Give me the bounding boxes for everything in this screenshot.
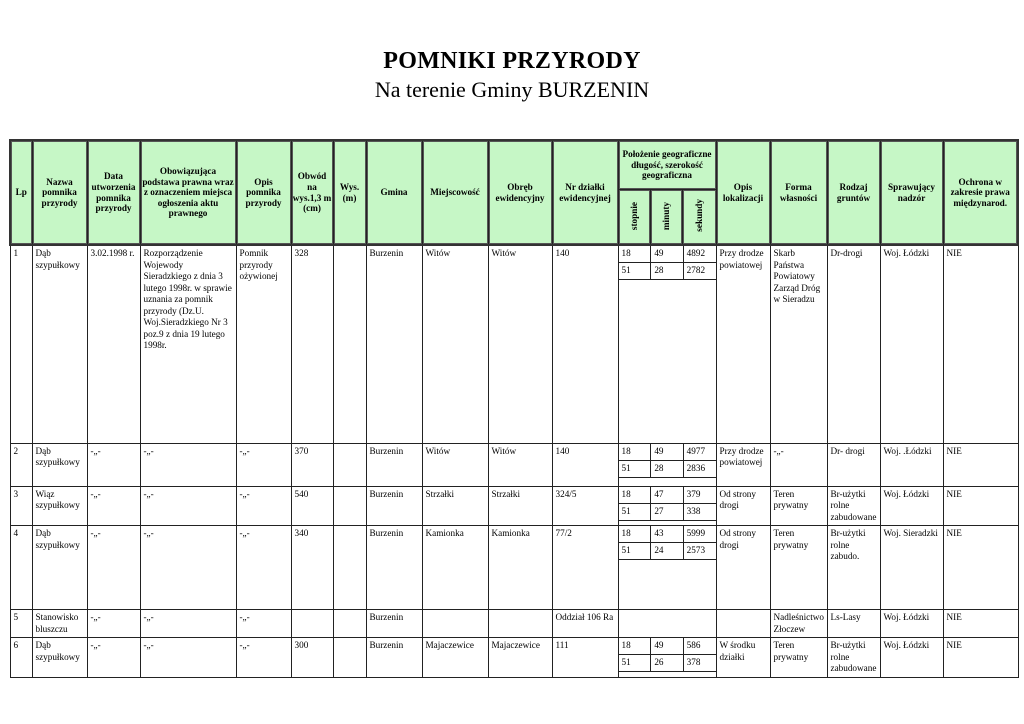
header-nazwa: Nazwa pomnika przyrody	[32, 140, 87, 245]
cell-rodzaj: Br-użytki rolne zabudowane	[827, 638, 880, 678]
header-podstawa: Obowiązująca podstawa prawna wraz z oznaczeniem miejsca ogłoszenia aktu prawnego	[140, 140, 236, 245]
cell-opis: -„-	[236, 610, 291, 638]
table-row	[10, 526, 1018, 610]
cell-miejscowosc: Kamionka	[422, 526, 488, 610]
cell-ochrona: NIE	[943, 526, 1018, 610]
cell-nazwa: Stanowisko bluszczu	[32, 610, 87, 638]
cell-lp: 2	[10, 443, 32, 486]
cell-data: -„-	[87, 486, 140, 526]
table-row	[10, 486, 1018, 526]
cell-opis: -„-	[236, 443, 291, 486]
header-sekundy: sekundy	[682, 190, 716, 246]
geo-sekundy: 378	[683, 655, 715, 672]
cell-nazwa: Wiąz szypułkowy	[32, 486, 87, 526]
cell-obreb: Strzałki	[488, 486, 552, 526]
geo-minuty: 28	[651, 460, 683, 477]
cell-data: -„-	[87, 526, 140, 610]
cell-lp: 3	[10, 486, 32, 526]
cell-geo	[618, 638, 716, 678]
cell-gmina: Burzenin	[366, 610, 422, 638]
cell-obwod: 340	[291, 526, 333, 610]
cell-lp: 4	[10, 526, 32, 610]
table-header	[10, 140, 1018, 245]
cell-lp: 5	[10, 610, 32, 638]
cell-opis: Pomnik przyrody ożywionej	[236, 245, 291, 443]
cell-forma: Teren prywatny	[770, 638, 827, 678]
geo-stopnie: 18	[619, 246, 651, 263]
geo-stopnie: 18	[619, 638, 651, 655]
geo-row	[619, 526, 716, 543]
cell-obwod: 540	[291, 486, 333, 526]
header-obwod: Obwód na wys.1,3 m (cm)	[291, 140, 333, 245]
geo-row	[619, 503, 716, 520]
geo-row	[619, 543, 716, 560]
cell-nazwa: Dąb szypułkowy	[32, 638, 87, 678]
cell-nazwa: Dąb szypułkowy	[32, 245, 87, 443]
geo-sekundy: 5999	[683, 526, 715, 543]
cell-miejscowosc: Majaczewice	[422, 638, 488, 678]
cell-dzialka: 140	[552, 245, 618, 443]
header-gmina: Gmina	[366, 140, 422, 245]
cell-gmina: Burzenin	[366, 526, 422, 610]
cell-obreb: Majaczewice	[488, 638, 552, 678]
cell-geo	[618, 245, 716, 443]
cell-nadzor: Woj. Łódzki	[880, 610, 943, 638]
cell-obwod: 300	[291, 638, 333, 678]
cell-gmina: Burzenin	[366, 443, 422, 486]
page-subtitle: Na terenie Gminy BURZENIN	[374, 77, 650, 102]
header-forma: Forma własności	[770, 140, 827, 245]
cell-data: -„-	[87, 638, 140, 678]
geo-stopnie: 18	[619, 487, 651, 504]
cell-dzialka: 111	[552, 638, 618, 678]
geo-minuty: 26	[651, 655, 683, 672]
cell-forma: -„-	[770, 443, 827, 486]
cell-data: -„-	[87, 610, 140, 638]
table-row	[10, 638, 1018, 678]
cell-data: 3.02.1998 r.	[87, 245, 140, 443]
cell-opis: -„-	[236, 638, 291, 678]
cell-rodzaj: Dr- drogi	[827, 443, 880, 486]
cell-dzialka: 77/2	[552, 526, 618, 610]
cell-nazwa: Dąb szypułkowy	[32, 526, 87, 610]
table-row	[10, 245, 1018, 443]
cell-obreb: Kamionka	[488, 526, 552, 610]
cell-rodzaj: Br-użytki rolne zabudowane	[827, 486, 880, 526]
geo-minuty: 49	[651, 444, 683, 461]
geo-sekundy: 379	[683, 487, 715, 504]
cell-geo	[618, 443, 716, 486]
cell-lokalizacja	[716, 610, 770, 638]
cell-rodzaj: Br-użytki rolne zabudo.	[827, 526, 880, 610]
cell-gmina: Burzenin	[366, 486, 422, 526]
cell-wys	[333, 526, 366, 610]
cell-data: -„-	[87, 443, 140, 486]
cell-ochrona: NIE	[943, 486, 1018, 526]
geo-stopnie: 18	[619, 444, 651, 461]
cell-podstawa: -„-	[140, 610, 236, 638]
cell-ochrona: NIE	[943, 610, 1018, 638]
geo-subtable	[619, 487, 716, 521]
cell-miejscowosc	[422, 610, 488, 638]
geo-row	[619, 638, 716, 655]
cell-podstawa: -„-	[140, 486, 236, 526]
geo-row	[619, 655, 716, 672]
cell-podstawa: -„-	[140, 443, 236, 486]
cell-nazwa: Dąb szypułkowy	[32, 443, 87, 486]
cell-wys	[333, 245, 366, 443]
cell-nadzor: Woj. .Łódzki	[880, 443, 943, 486]
geo-subtable	[619, 526, 716, 560]
cell-nadzor: Woj. Sieradzki	[880, 526, 943, 610]
cell-wys	[333, 610, 366, 638]
geo-stopnie: 51	[619, 503, 651, 520]
geo-row	[619, 246, 716, 263]
header-lp: Lp	[10, 140, 32, 245]
table-row	[10, 610, 1018, 638]
cell-opis: -„-	[236, 486, 291, 526]
cell-opis: -„-	[236, 526, 291, 610]
cell-forma: Skarb Państwa Powiatowy Zarząd Dróg w Sieradzu	[770, 245, 827, 443]
cell-lokalizacja: W środku działki	[716, 638, 770, 678]
cell-gmina: Burzenin	[366, 245, 422, 443]
cell-podstawa: -„-	[140, 638, 236, 678]
cell-obwod: 370	[291, 443, 333, 486]
table-body	[10, 245, 1018, 678]
cell-rodzaj: Ls-Lasy	[827, 610, 880, 638]
cell-lokalizacja: Od strony drogi	[716, 486, 770, 526]
cell-miejscowosc: Witów	[422, 443, 488, 486]
cell-miejscowosc: Witów	[422, 245, 488, 443]
geo-minuty: 47	[651, 487, 683, 504]
cell-geo	[618, 526, 716, 610]
cell-lp: 6	[10, 638, 32, 678]
geo-minuty: 49	[651, 246, 683, 263]
cell-lokalizacja: Od strony drogi	[716, 526, 770, 610]
cell-obwod: 328	[291, 245, 333, 443]
geo-sekundy: 586	[683, 638, 715, 655]
header-dzialka: Nr działki ewidencyjnej	[552, 140, 618, 245]
cell-dzialka: 324/5	[552, 486, 618, 526]
cell-nadzor: Woj. Łódzki	[880, 486, 943, 526]
header-lokalizacja: Opis lokalizacji	[716, 140, 770, 245]
cell-ochrona: NIE	[943, 638, 1018, 678]
geo-minuty: 28	[651, 263, 683, 280]
cell-obwod	[291, 610, 333, 638]
cell-nadzor: Woj. Łódzki	[880, 245, 943, 443]
geo-stopnie: 51	[619, 263, 651, 280]
geo-subtable	[619, 444, 716, 478]
header-stopnie: stopnie	[618, 190, 650, 246]
cell-podstawa: Rozporządzenie Wojewody Sieradzkiego z dnia 3 lutego 1998r. w sprawie uznania za pomnik przyrody (Dz.U. Woj.Sieradzkiego Nr 3 poz.9 z dnia 19 lutego 1998r.	[140, 245, 236, 443]
geo-row	[619, 487, 716, 504]
cell-lp: 1	[10, 245, 32, 443]
cell-dzialka: Oddział 106 Ra	[552, 610, 618, 638]
header-obreb: Obręb ewidencyjny	[488, 140, 552, 245]
header-miejscowosc: Miejscowość	[422, 140, 488, 245]
header-minuty: minuty	[650, 190, 682, 246]
cell-geo	[618, 486, 716, 526]
table-row	[10, 443, 1018, 486]
header-polozenie: Położenie geograficzne długość, szerokość geograficzna	[618, 140, 716, 190]
cell-rodzaj: Dr-drogi	[827, 245, 880, 443]
page-title: POMNIKI PRZYRODY	[383, 48, 641, 74]
cell-ochrona: NIE	[943, 245, 1018, 443]
geo-stopnie: 51	[619, 655, 651, 672]
cell-forma: Nadleśnictwo Złoczew	[770, 610, 827, 638]
cell-forma: Teren prywatny	[770, 486, 827, 526]
geo-sekundy: 2573	[683, 543, 715, 560]
header-ochrona: Ochrona w zakresie prawa międzynarod.	[943, 140, 1018, 245]
geo-sekundy: 2782	[683, 263, 715, 280]
cell-obreb: Witów	[488, 245, 552, 443]
geo-stopnie: 51	[619, 543, 651, 560]
geo-row	[619, 263, 716, 280]
cell-obreb	[488, 610, 552, 638]
cell-dzialka: 140	[552, 443, 618, 486]
geo-sekundy: 4892	[683, 246, 715, 263]
geo-subtable	[619, 246, 716, 280]
cell-gmina: Burzenin	[366, 638, 422, 678]
geo-minuty: 24	[651, 543, 683, 560]
geo-sekundy: 338	[683, 503, 715, 520]
cell-wys	[333, 486, 366, 526]
geo-minuty: 43	[651, 526, 683, 543]
header-nadzor: Sprawujący nadzór	[880, 140, 943, 245]
geo-sekundy: 2836	[683, 460, 715, 477]
geo-minuty: 49	[651, 638, 683, 655]
cell-podstawa: -„-	[140, 526, 236, 610]
cell-ochrona: NIE	[943, 443, 1018, 486]
geo-subtable	[619, 638, 716, 672]
geo-sekundy: 4977	[683, 444, 715, 461]
header-rodzaj: Rodzaj gruntów	[827, 140, 880, 245]
cell-nadzor: Woj. Łódzki	[880, 638, 943, 678]
monuments-table	[9, 139, 1019, 678]
geo-stopnie: 18	[619, 526, 651, 543]
cell-obreb: Witów	[488, 443, 552, 486]
cell-lokalizacja: Przy drodze powiatowej	[716, 245, 770, 443]
cell-miejscowosc: Strzałki	[422, 486, 488, 526]
cell-wys	[333, 443, 366, 486]
cell-forma: Teren prywatny	[770, 526, 827, 610]
cell-wys	[333, 638, 366, 678]
cell-geo	[618, 610, 716, 638]
geo-row	[619, 444, 716, 461]
header-wys: Wys. (m)	[333, 140, 366, 245]
cell-lokalizacja: Przy drodze powiatowej	[716, 443, 770, 486]
geo-stopnie: 51	[619, 460, 651, 477]
header-data: Data utworzenia pomnika przyrody	[87, 140, 140, 245]
geo-minuty: 27	[651, 503, 683, 520]
header-opis: Opis pomnika przyrody	[236, 140, 291, 245]
geo-row	[619, 460, 716, 477]
